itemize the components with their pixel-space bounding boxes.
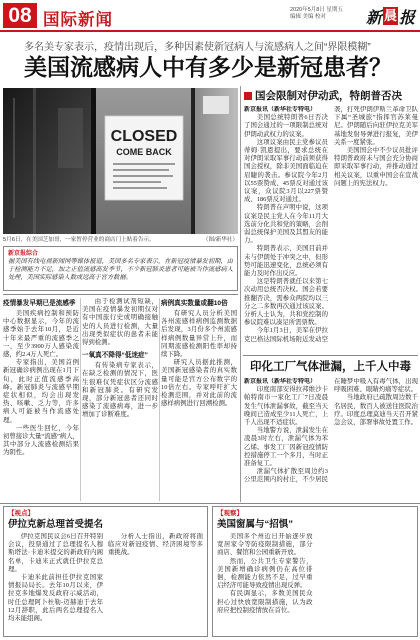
right-column-rule <box>243 355 418 356</box>
page-number: 08 <box>3 3 37 28</box>
paragraph: 美国多个州近日开始逐步放宽居家令等防疫限制措施，部分商店、餐馆和公园重新开放。 <box>217 533 313 557</box>
door-frame <box>91 88 96 234</box>
logo-char-3: 报 <box>399 9 416 27</box>
lead-body-rule <box>3 294 238 295</box>
sign-fine-print-1 <box>113 163 175 165</box>
lead-photo <box>3 88 238 234</box>
column-divider <box>80 298 81 501</box>
editor-note-text: 据美国有线电视新闻网等媒体报道，美国多名专家表示，在新冠疫情暴发初期，由于检测能力不足，加之正值流感高发季节，不少新冠肺炎患者可能被当作流感病人处理，美国实际感染人数或远高于官方数据。 <box>8 258 233 281</box>
paragraph: 当地警方说，泄漏发生在凌晨3时左右，泄漏气体为苯乙烯。事发工厂因新冠疫情防控措施停工一个多月，当时正准备复工。 <box>244 427 328 468</box>
paragraph: 有研究人员分析美国各州流感样病例监测数据后发现，3月份多个州流感样病例数量异常上升，而同期流感检测阳性率却持续下降。 <box>161 310 237 359</box>
reflection-1 <box>13 98 15 218</box>
india-brief-body <box>244 378 418 501</box>
paragraph: 伊拉克国民议会6日召开特别会议，投票通过了总理提名人穆斯塔法·卡迪米提交的新政府内阁名单，卡迪米正式就任伊拉克总理。 <box>8 533 103 573</box>
paragraph: 一些医生回忆，今年初曾接诊大量“流感”病人，其中部分人流感检测结果为阴性。 <box>3 424 79 457</box>
lead-subtitle: 多名美专家表示，疫情出现后，多种因素使新冠病人与流感病人之间“界限模糊” <box>24 42 371 53</box>
sign-come-back-text: COME BACK <box>116 147 172 157</box>
lead-subheading-3: 病例真实数量或翻10倍 <box>161 300 228 307</box>
iran-brief-heading <box>244 88 418 103</box>
paragraph: 专家指出，美国首例新冠确诊病例出现在1月下旬，此时正值流感季高峰。新冠肺炎与流感早期症状相似，均会出现发热、咳嗽、乏力等，许多病人可能被当作流感处理。 <box>3 359 79 424</box>
paragraph: 美国总统特朗普6日否决了国会通过的一项限制总统对伊朗动武权力的议案。 <box>244 114 328 138</box>
logo-char-1: 新 <box>366 9 383 27</box>
editor-note <box>3 246 238 291</box>
paragraph: 研究人员据此推测，美国新冠感染者的真实数量可能是官方公布数字的10倍左右。专家呼吁扩大检测范围，并对此前的流感样病例进行回溯检测。 <box>161 359 237 408</box>
iran-brief-title: 国会限制对伊动武，特朗普否决 <box>255 90 402 102</box>
paragraph: 有民调显示，多数美国民众担心过快放宽限制措施，认为政府应把控制疫情放在首位。 <box>217 590 313 614</box>
paragraph: 特朗普表示，美国目前并未与伊朗处于冲突之中，但形势可能迅速变化，总统必须有能力及时作出反应。 <box>244 245 328 278</box>
sign-fine-print-3 <box>113 175 173 177</box>
reflection-2 <box>33 88 36 234</box>
commentary-box-right <box>212 506 418 637</box>
sign-fine-print-5 <box>113 187 167 189</box>
reflection-3 <box>58 108 83 168</box>
paragraph: 泄漏气体扩散至周边约3公里范围内的村庄，不少居民在睡梦中吸入有毒气体，出现呼吸困难、眼睛灼痛等症状。 <box>244 378 418 484</box>
india-brief-byline: 新京报讯（新华社专特电） <box>244 379 317 385</box>
paragraph: 然而，公共卫生专家警告，美国新增确诊病例仍在高位徘徊，检测能力依然不足，过早重启经济可能导致疫情出现反弹。 <box>217 557 313 590</box>
india-brief-heading: 印化工厂气体泄漏，上千人中毒 <box>250 361 411 373</box>
paragraph: 今年1月3日，美军在伊拉克巴格达国际机场附近发动空袭，打死伊朗伊斯兰革命卫队下属“圣城旅”指挥官苏莱曼尼。伊朗随后向驻伊拉克美军基地发射导弹进行报复，美伊关系一度紧张。 <box>244 106 418 343</box>
issue-date: 2020年5月8日 星期五 <box>290 7 343 13</box>
caption-text: 5月6日，在美国芝加哥，一家暂停营业的商店门上贴着告示。 <box>3 237 155 243</box>
lead-subheading-2: 一氧真不降得“低迷症” <box>82 352 148 360</box>
box-left-body <box>8 533 203 631</box>
sign-closed-text: CLOSED <box>110 128 178 145</box>
newspaper-logo <box>366 5 415 27</box>
header-rule <box>0 30 420 32</box>
section-title: 国际新闻 <box>43 11 113 29</box>
square-bullet-icon <box>244 92 252 100</box>
photo-credit: （图/新华社） <box>202 237 238 243</box>
sign-fine-print-4 <box>113 181 161 183</box>
issue-staff: 编辑 美编 校对 <box>290 14 327 20</box>
iran-brief-body <box>244 106 418 352</box>
paragraph: 当地政府已疏散周边数千名居民，数百人被送往医院治疗。印度总理莫迪当天召开紧急会议，部署事故处置工作。 <box>334 394 418 427</box>
sign-fine-print-2 <box>113 169 169 171</box>
page-column-divider <box>240 86 241 502</box>
logo-char-2: 晨 <box>384 8 398 23</box>
window-sticker <box>203 96 229 114</box>
paragraph: 有传染病专家表示，在缺乏检测的情况下，医生很难仅凭症状区分流感和新冠肺炎。有研究发现，部分新冠患者还同时感染了流感病毒，进一步增加了诊断难度。 <box>82 362 158 419</box>
box-left-title: 伊拉克新总理首受提名 <box>8 519 104 530</box>
box-right-body <box>217 533 413 631</box>
storefront-photo <box>3 88 238 234</box>
paragraph: 分析人士指出，新政府将面临应对新冠疫情、经济困境等多重挑战。 <box>108 533 203 557</box>
paragraph: 美国国会中不少议员批评特朗普政府未与国会充分协商即采取军事行动，并推动通过相关议案，以重申国会在宣战问题上的宪法权力。 <box>334 147 418 187</box>
bottom-rule <box>0 503 420 504</box>
column-divider <box>159 298 160 501</box>
paragraph: 这是特朗普就任以来第七次动用总统否决权。国会若要推翻否决，需参众两院均以三分之二多数再次通过该议案。分析人士认为，共和党控制的参议院难以凑足所需票数。 <box>244 278 328 327</box>
paragraph: 这项议案由民主党参议员蒂姆·凯恩提出，要求总统在对伊朗采取军事行动前须获得国会授权，除非美国面临迫在眉睫的袭击。参议院今年2月以55票赞成、45票反对通过该议案，众议院3月以227票赞成、186票反对通过。 <box>244 138 328 204</box>
commentary-box-left <box>3 506 208 637</box>
paragraph: 由于检测试剂短缺，美国在疫情暴发初期仅对有中国旅行史或明确接触史的人员进行检测，大量出现类似症状的患者未能得到检测。 <box>82 298 158 347</box>
lead-subheading-1: 疫情暴发早期已是流感季 <box>3 300 76 307</box>
iran-brief-byline: 新京报讯（新华社专特电） <box>244 107 317 113</box>
lead-column-3 <box>161 298 237 501</box>
box-left-label: 【视点】 <box>8 510 34 517</box>
paragraph: 特朗普在声明中说，这项议案是民主党人在今年11月大选前分化共和党的策略，会削弱总统保护美国及其盟友的能力。 <box>244 204 328 245</box>
window-mullion <box>191 88 195 234</box>
box-right-label: 【观察】 <box>217 510 243 517</box>
box-right-title: 美国窗属与“招惧” <box>217 519 294 530</box>
lead-column-2 <box>82 298 158 501</box>
lead-column-1 <box>3 298 79 501</box>
paragraph: 卡迪米此前担任伊拉克国家情报局局长。去年10月以来，伊拉克多地爆发反政府示威活动，时任总理阿卜杜勒-迈赫迪于去年12月辞职，此后两名总理提名人均未能组阁。 <box>8 574 103 623</box>
issue-info <box>290 7 362 21</box>
paragraph: 美国疾病控制和预防中心数据显示，今年的流感季始于去年10月，是近十年来最严重的流感季之一，至少3900万人感染流感，约2.4万人死亡。 <box>3 310 79 359</box>
editor-note-label: 新京报综合 <box>8 251 39 257</box>
paragraph: 印度南部安得拉邦维沙卡帕特南市一家化工厂7日凌晨发生气体泄漏事故，截至当天晚间已造成至少11人死亡，上千人出现不适症状。 <box>244 386 328 427</box>
lead-headline: 美国流感病人中有多少是新冠患者？ <box>24 54 392 80</box>
photo-caption <box>3 236 238 245</box>
